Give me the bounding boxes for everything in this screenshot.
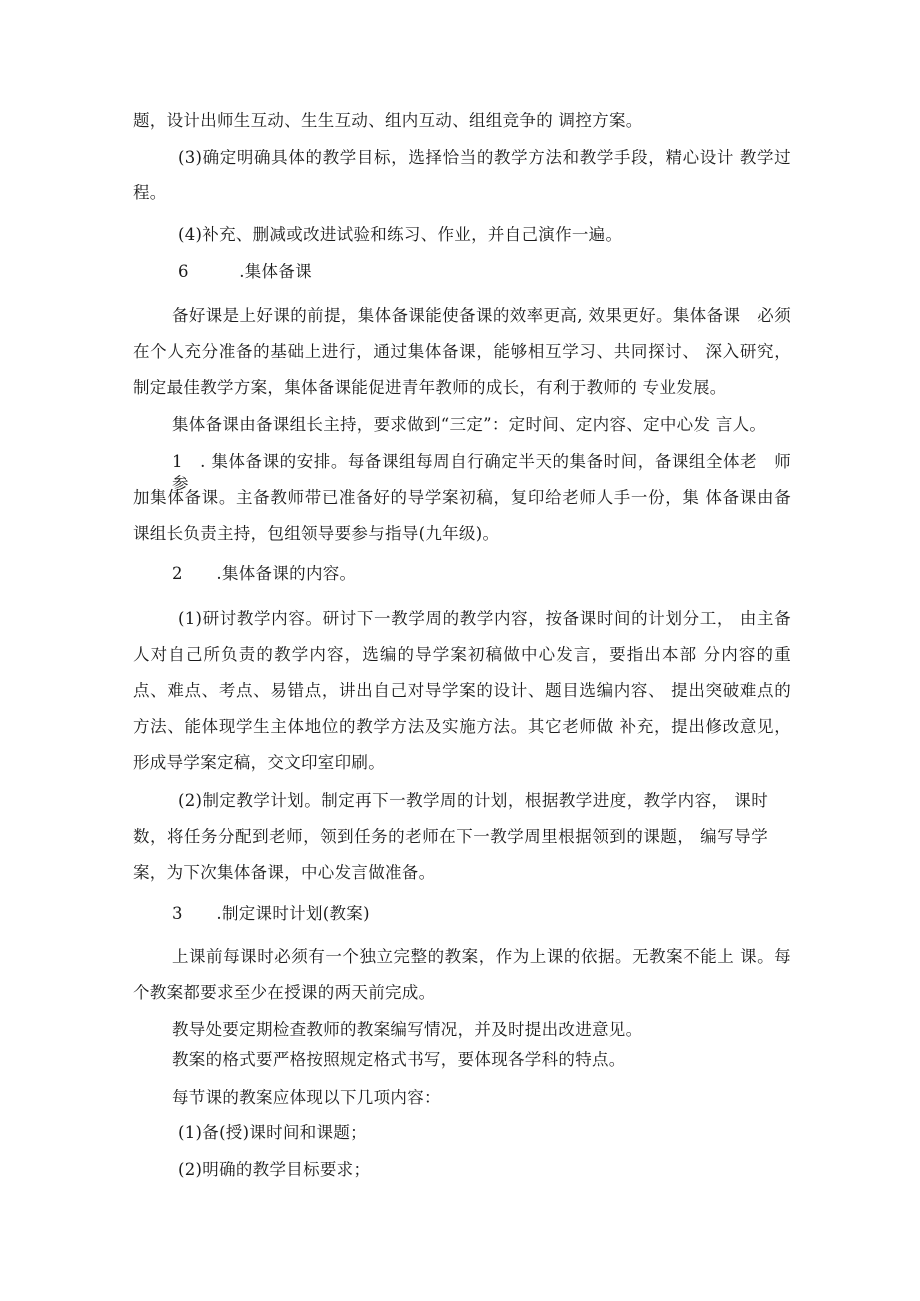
paragraph-line: 点、难点、考点、易错点，讲出自己对导学案的设计、题目选编内容、 提出突破难点的	[133, 681, 791, 700]
paragraph-line: 个教案都要求至少在授课的两天前完成。	[133, 983, 436, 1002]
list-item: (1)备(授)课时间和课题；	[178, 1123, 367, 1142]
paragraph-line: 备好课是上好课的前提，集体备课能使备课的效率更高, 效果更好。集体备课 必须	[172, 306, 791, 325]
paragraph-line: 数，将任务分配到老师，领到任务的老师在下一教学周里根据领到的课题， 编写导学	[133, 827, 768, 846]
paragraph-line: (2)制定教学计划。制定再下一教学周的计划，根据教学进度，教学内容， 课时	[178, 791, 768, 810]
paragraph-line: 上课前每课时必须有一个独立完整的教案，作为上课的依据。无教案不能上 课。每	[172, 947, 791, 966]
paragraph-line: 集体备课由备课组长主持，要求做到“三定”：定时间、定内容、定中心发 言人。	[172, 415, 767, 434]
paragraph-line: (1)研讨教学内容。研讨下一教学周的教学内容，按备课时间的计划分工， 由主备	[178, 609, 791, 628]
section-heading: 2 .集体备课的内容。	[172, 564, 357, 583]
paragraph-line: 形成导学案定稿，交文印室印刷。	[133, 753, 385, 772]
paragraph-line: 程。	[133, 183, 167, 202]
section-heading: 3 .制定课时计划(教案)	[172, 904, 370, 923]
paragraph-line: 人对自己所负责的教学内容，选编的导学案初稿做中心发言，要指出本部 分内容的重	[133, 645, 791, 664]
section-heading: 6 .集体备课	[178, 262, 312, 281]
paragraph-line: 教导处要定期检查教师的教案编写情况，并及时提出改进意见。	[172, 1020, 643, 1039]
paragraph-line: 案，为下次集体备课，中心发言做准备。	[133, 863, 436, 882]
paragraph-line: 课组长负责主持，包组领导要参与指导(九年级)。	[133, 524, 500, 543]
paragraph-line: 方法、能体现学生主体地位的教学方法及实施方法。其它老师做 补充，提出修改意见，	[133, 717, 791, 736]
paragraph-line: 在个人充分准备的基础上进行，通过集体备课，能够相互学习、共同探讨、 深入研究，	[133, 342, 791, 361]
paragraph-line: 每节课的教案应体现以下几项内容：	[172, 1088, 441, 1107]
paragraph-line: 题，设计出师生互动、生生互动、组内互动、组组竞争的 调控方案。	[133, 111, 643, 130]
paragraph-line: (4)补充、删减或改进试验和练习、作业，并自己演作一遍。	[178, 225, 623, 244]
paragraph-line: (3)确定明确具体的教学目标，选择恰当的教学方法和教学手段，精心设计 教学过	[178, 148, 791, 167]
paragraph-line: 加集体备课。主备教师带已准备好的导学案初稿，复印给老师人手一份，集 体备课由备	[133, 488, 791, 507]
paragraph-line: 1 . 集体备课的安排。每备课组每周自行确定半天的集备时间，备课组全体老 师参	[172, 452, 791, 493]
paragraph-line: 教案的格式要严格按照规定格式书写，要体现各学科的特点。	[172, 1050, 626, 1069]
list-item: (2)明确的教学目标要求；	[178, 1160, 371, 1179]
paragraph-line: 制定最佳教学方案，集体备课能促进青年教师的成长，有利于教师的 专业发展。	[133, 378, 727, 397]
